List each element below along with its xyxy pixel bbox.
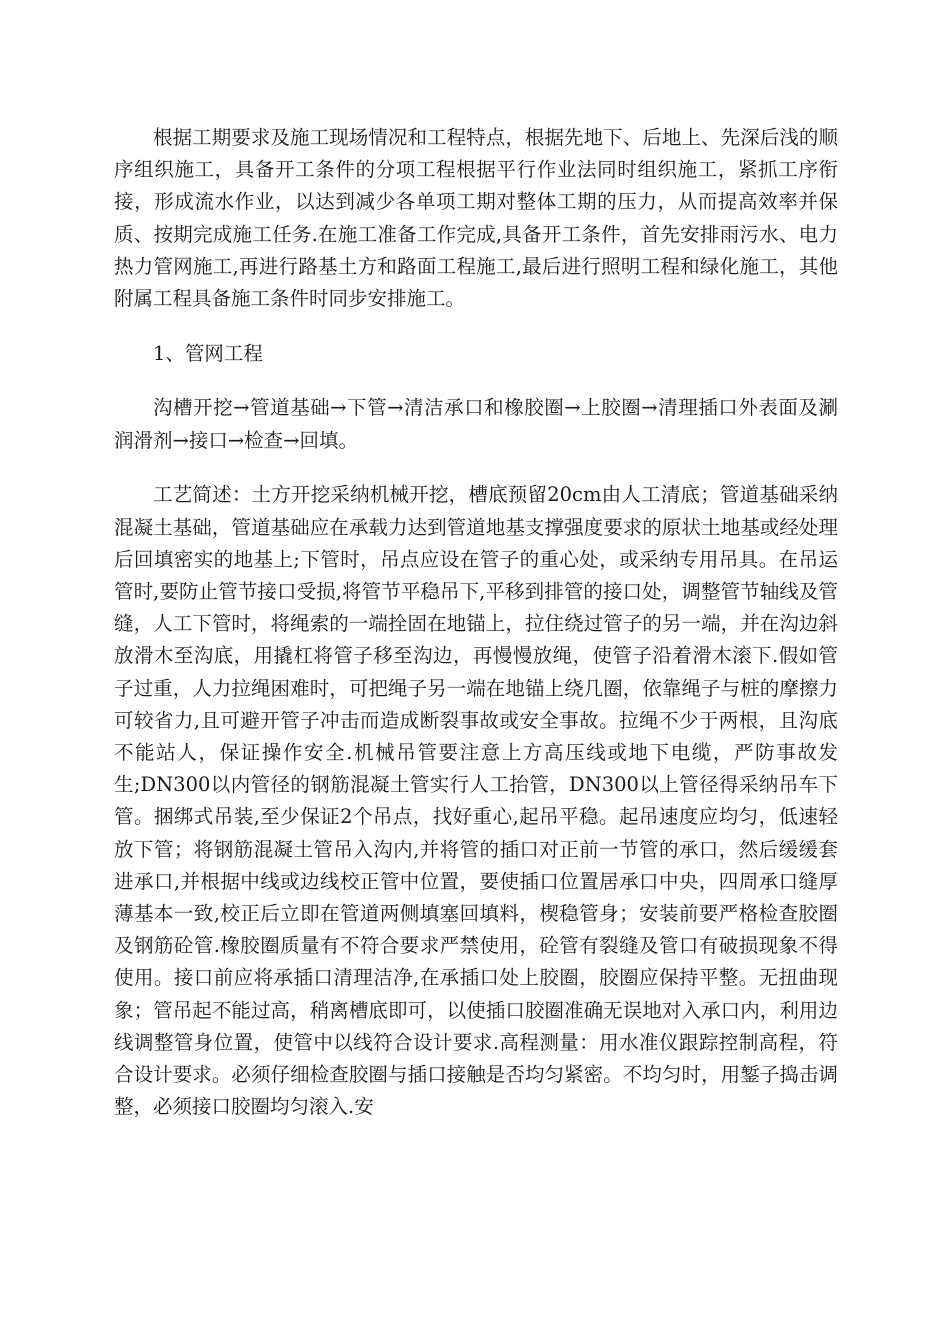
process-description-paragraph: 工艺简述：土方开挖采纳机械开挖，槽底预留20cm由人工清底；管道基础采纳混凝土基础，管道基础应在承载力达到管道地基支撑强度要求的原状土地基或经处理后回填密实的地基上;下管时，吊点应设在管子的重心处，或采纳专用吊具。在吊运管时,要防止管节接口受损,将管节平稳吊下,平移到排管的接口处，调整管节轴线及管缝，人工下管时，将绳索的一端拴固在地锚上，拉住绕过管子的另一端，并在沟边斜放滑木至沟底，用撬杠将管子移至沟边，再慢慢放绳，使管子沿着滑木滚下.假如管子过重，人力拉绳困难时，可把绳子另一端在地锚上绕几圈，依靠绳子与桩的摩擦力可较省力,且可避开管子冲击而造成断裂事故或安全事故。拉绳不少于两根，且沟底不能站人，保证操作安全.机械吊管要注意上方高压线或地下电缆，严防事故发生;DN300以内管径的钢筋混凝土管实行人工抬管，DN300以上管径得采纳吊车下管。捆绑式吊装,至少保证2个吊点，找好重心,起吊平稳。起吊速度应均匀，低速轻放下管；将钢筋混凝土管吊入沟内,并将管的插口对正前一节管的承口，然后缓缓套进承口,并根据中线或边线校正管中位置，要使插口位置居承口中央，四周承口缝厚薄基本一致,校正后立即在管道两侧填塞回填料，楔稳管身；安装前要严格检查胶圈及钢筋砼管.橡胶圈质量有不符合要求严禁使用，砼管有裂缝及管口有破损现象不得使用。接口前应将承插口清理洁净,在承插口处上胶圈，胶圈应保持平整。无扭曲现象；管吊起不能过高，稍离槽底即可，以使插口胶圈准确无误地对入承口内，利用边线调整管身位置，使管中以线符合设计要求.高程测量：用水准仪跟踪控制高程，符合设计要求。必须仔细检查胶圈与插口接触是否均匀紧密。不均匀时，用錾子捣击调整，必须接口胶圈均匀滚入.安 [114, 483, 838, 1119]
document-page [114, 122, 838, 1123]
process-flow-paragraph: 沟槽开挖→管道基础→下管→清洁承口和橡胶圈→上胶圈→清理插口外表面及涮润滑剂→接口→检查→回填。 [114, 396, 838, 452]
section-heading: 1、管网工程 [153, 341, 263, 365]
intro-paragraph: 根据工期要求及施工现场情况和工程特点，根据先地下、后地上、先深后浅的顺序组织施工，具备开工条件的分项工程根据平行作业法同时组织施工，紧抓工序衔接，形成流水作业，以达到减少各单项工期对整体工期的压力，从而提高效率并保质、按期完成施工任务.在施工准备工作完成,具备开工条件，首先安排雨污水、电力热力管网施工,再进行路基土方和路面工程施工,最后进行照明工程和绿化施工，其他附属工程具备施工条件时同步安排施工。 [114, 126, 838, 311]
